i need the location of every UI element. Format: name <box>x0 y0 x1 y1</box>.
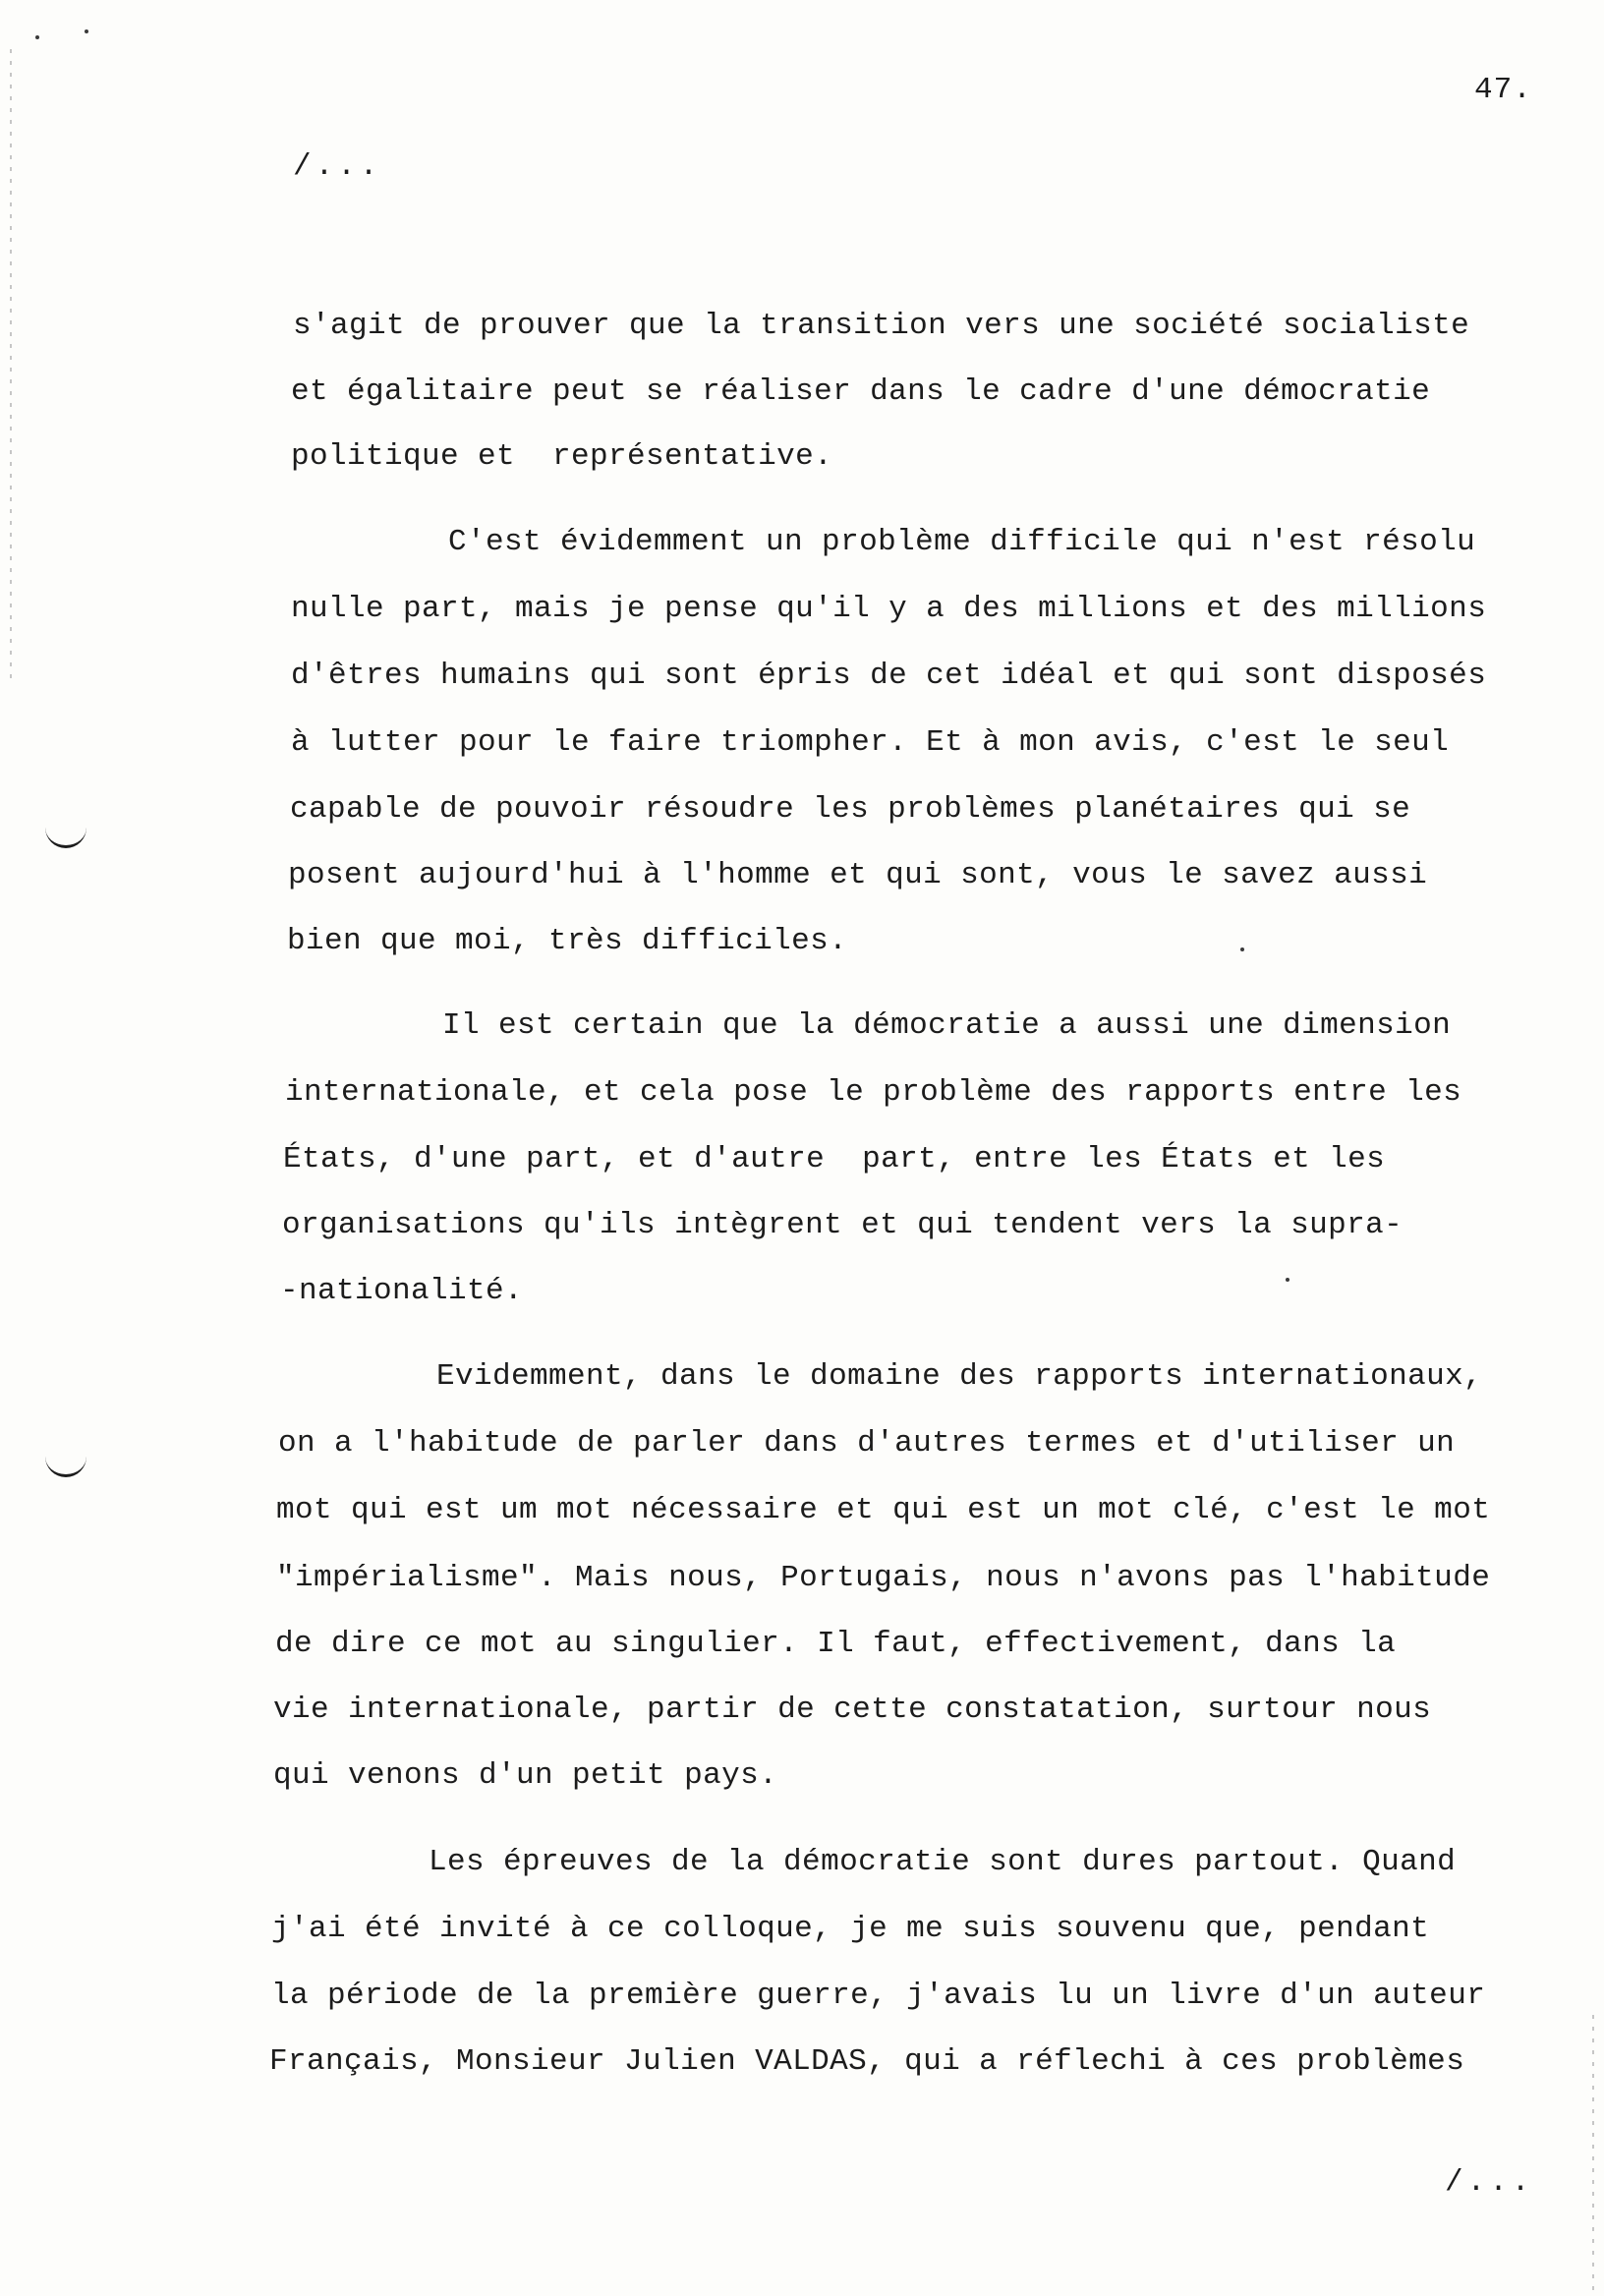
text-line: C'est évidemment un problème difficile qui n'est résolu <box>448 525 1476 559</box>
text-line: Evidemment, dans le domaine des rapports internationaux, <box>436 1359 1483 1394</box>
text-line: s'agit de prouver que la transition vers une société socialiste <box>293 309 1470 343</box>
text-line: politique et représentative. <box>291 439 833 474</box>
page-number: 47. <box>1474 73 1532 107</box>
text-line: d'êtres humains qui sont épris de cet idéal et qui sont disposés <box>291 659 1487 693</box>
scan-speck <box>1286 1278 1289 1282</box>
ring-binder-mark <box>45 1453 86 1477</box>
scan-speck <box>35 35 39 39</box>
text-line: Les épreuves de la démocratie sont dures partout. Quand <box>429 1845 1457 1879</box>
text-line: nulle part, mais je pense qu'il y a des millions et des millions <box>291 592 1487 626</box>
text-line: posent aujourd'hui à l'homme et qui sont, vous le savez aussi <box>288 858 1428 892</box>
continuation-marker-top: /... <box>293 149 382 184</box>
text-line: mot qui est um mot nécessaire et qui est un mot clé, c'est le mot <box>276 1493 1491 1527</box>
text-line: bien que moi, très difficiles. <box>287 924 848 958</box>
text-line: "impérialisme". Mais nous, Portugais, nous n'avons pas l'habitude <box>276 1561 1491 1595</box>
text-line: à lutter pour le faire triompher. Et à mon avis, c'est le seul <box>291 725 1450 760</box>
text-line: capable de pouvoir résoudre les problèmes planétaires qui se <box>290 792 1411 827</box>
text-line: qui venons d'un petit pays. <box>273 1758 778 1793</box>
text-line: on a l'habitude de parler dans d'autres termes et d'utiliser un <box>278 1426 1456 1461</box>
text-line: Il est certain que la démocratie a aussi une dimension <box>442 1008 1452 1043</box>
text-line: organisations qu'ils intègrent et qui tendent vers la supra- <box>282 1208 1404 1242</box>
text-line: -nationalité. <box>280 1274 524 1308</box>
text-line: et égalitaire peut se réaliser dans le cadre d'une démocratie <box>291 374 1431 409</box>
text-line: États, d'une part, et d'autre part, entre les États et les <box>283 1142 1386 1177</box>
text-line: la période de la première guerre, j'avais lu un livre d'un auteur <box>271 1979 1486 2013</box>
text-line: de dire ce mot au singulier. Il faut, effectivement, dans la <box>275 1627 1397 1661</box>
binding-edge-right <box>1592 2015 1594 2290</box>
text-line: vie internationale, partir de cette constatation, surtour nous <box>273 1693 1432 1727</box>
text-line: Français, Monsieur Julien VALDAS, qui a réflechi à ces problèmes <box>269 2044 1465 2079</box>
text-line: j'ai été invité à ce colloque, je me suis souvenu que, pendant <box>271 1912 1430 1946</box>
binding-edge-left <box>10 49 12 678</box>
scan-speck <box>1240 947 1244 951</box>
text-line: internationale, et cela pose le problème des rapports entre les <box>285 1075 1462 1110</box>
continuation-marker-bottom: /... <box>1445 2165 1534 2200</box>
scan-speck <box>85 29 88 33</box>
ring-binder-mark <box>45 824 86 848</box>
